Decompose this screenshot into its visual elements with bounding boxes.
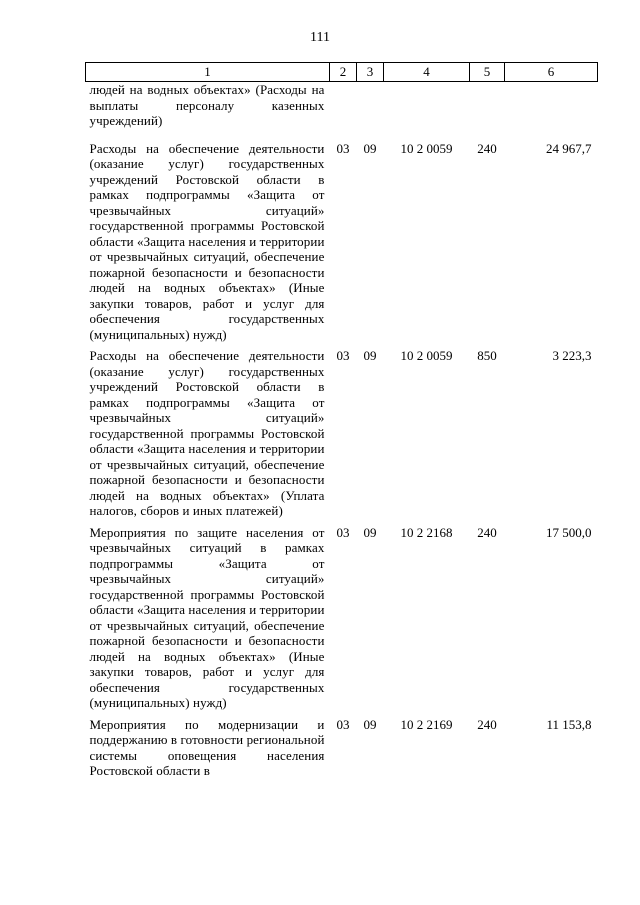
- row-section: 03: [336, 348, 350, 363]
- table-row: [86, 141, 598, 349]
- row-section: 03: [336, 716, 350, 732]
- header-col-5: 5: [470, 63, 505, 82]
- table-row: [86, 525, 598, 717]
- budget-table: [85, 62, 598, 785]
- row-description: Мероприятия по защите населения от чрезвычайных ситуаций в рамках подпрограммы «Защита от чрезвычайных ситуаций» государственной программы Ростовской области «Защита населения и территории от чрезвычайных ситуаций, обеспечение пожарной безопасности и безопасности людей на водных объектах» (Иные закупки товаров, работ и услуг для обеспечения государственных (муниципальных) нужд): [89, 524, 325, 710]
- row-expense-type: 240: [477, 716, 497, 732]
- header-col-3: 3: [357, 63, 384, 82]
- row-target-article: 10 2 0059: [400, 348, 453, 363]
- header-col-2: 2: [330, 63, 357, 82]
- continuation-row: [86, 82, 598, 141]
- row-description: Расходы на обеспечение деятельности (оказание услуг) государственных учреждений Ростовской области в рамках подпрограммы «Защита от чрезвычайных ситуаций» государственной программы Ростовской области «Защита населения и территории от чрезвычайных ситуаций, обеспечение пожарной безопасности и безопасности людей на водных объектах» (Уплата налогов, сборов и иных платежей): [89, 348, 325, 518]
- row-amount: 24 967,7: [546, 140, 592, 156]
- row-expense-type: 850: [477, 348, 497, 363]
- row-subsection: 09: [363, 348, 377, 363]
- row-section: 03: [336, 524, 350, 540]
- row-target-article: 10 2 2169: [400, 716, 453, 732]
- row-section: 03: [336, 140, 350, 156]
- row-description: Мероприятия по модернизации и поддержанию в готовности региональной системы оповещения населения Ростовской области в: [89, 716, 325, 778]
- row-target-article: 10 2 2168: [400, 524, 453, 540]
- row-amount: 3 223,3: [552, 348, 592, 363]
- page-number: 111: [310, 30, 330, 45]
- table-row: [86, 348, 598, 525]
- row-description: Расходы на обеспечение деятельности (оказание услуг) государственных учреждений Ростовской области в рамках подпрограммы «Защита от чрезвычайных ситуаций» государственной программы Ростовской области «Защита населения и территории от чрезвычайных ситуаций, обеспечение пожарной безопасности и безопасности людей на водных объектах» (Иные закупки товаров, работ и услуг для обеспечения государственных (муниципальных) нужд): [89, 140, 325, 342]
- row-amount: 17 500,0: [546, 524, 592, 540]
- header-col-6: 6: [505, 63, 598, 82]
- table-row: [86, 717, 598, 785]
- row-target-article: 10 2 0059: [400, 140, 453, 156]
- row-amount: 11 153,8: [546, 716, 592, 732]
- row-expense-type: 240: [477, 524, 497, 540]
- row-subsection: 09: [363, 140, 377, 156]
- header-col-4: 4: [384, 63, 470, 82]
- continuation-text: людей на водных объектах» (Расходы на выплаты персоналу казенных учреждений): [89, 82, 325, 128]
- row-subsection: 09: [363, 524, 377, 540]
- table-header: [86, 63, 598, 82]
- row-expense-type: 240: [477, 140, 497, 156]
- row-subsection: 09: [363, 716, 377, 732]
- header-col-1: 1: [86, 63, 330, 82]
